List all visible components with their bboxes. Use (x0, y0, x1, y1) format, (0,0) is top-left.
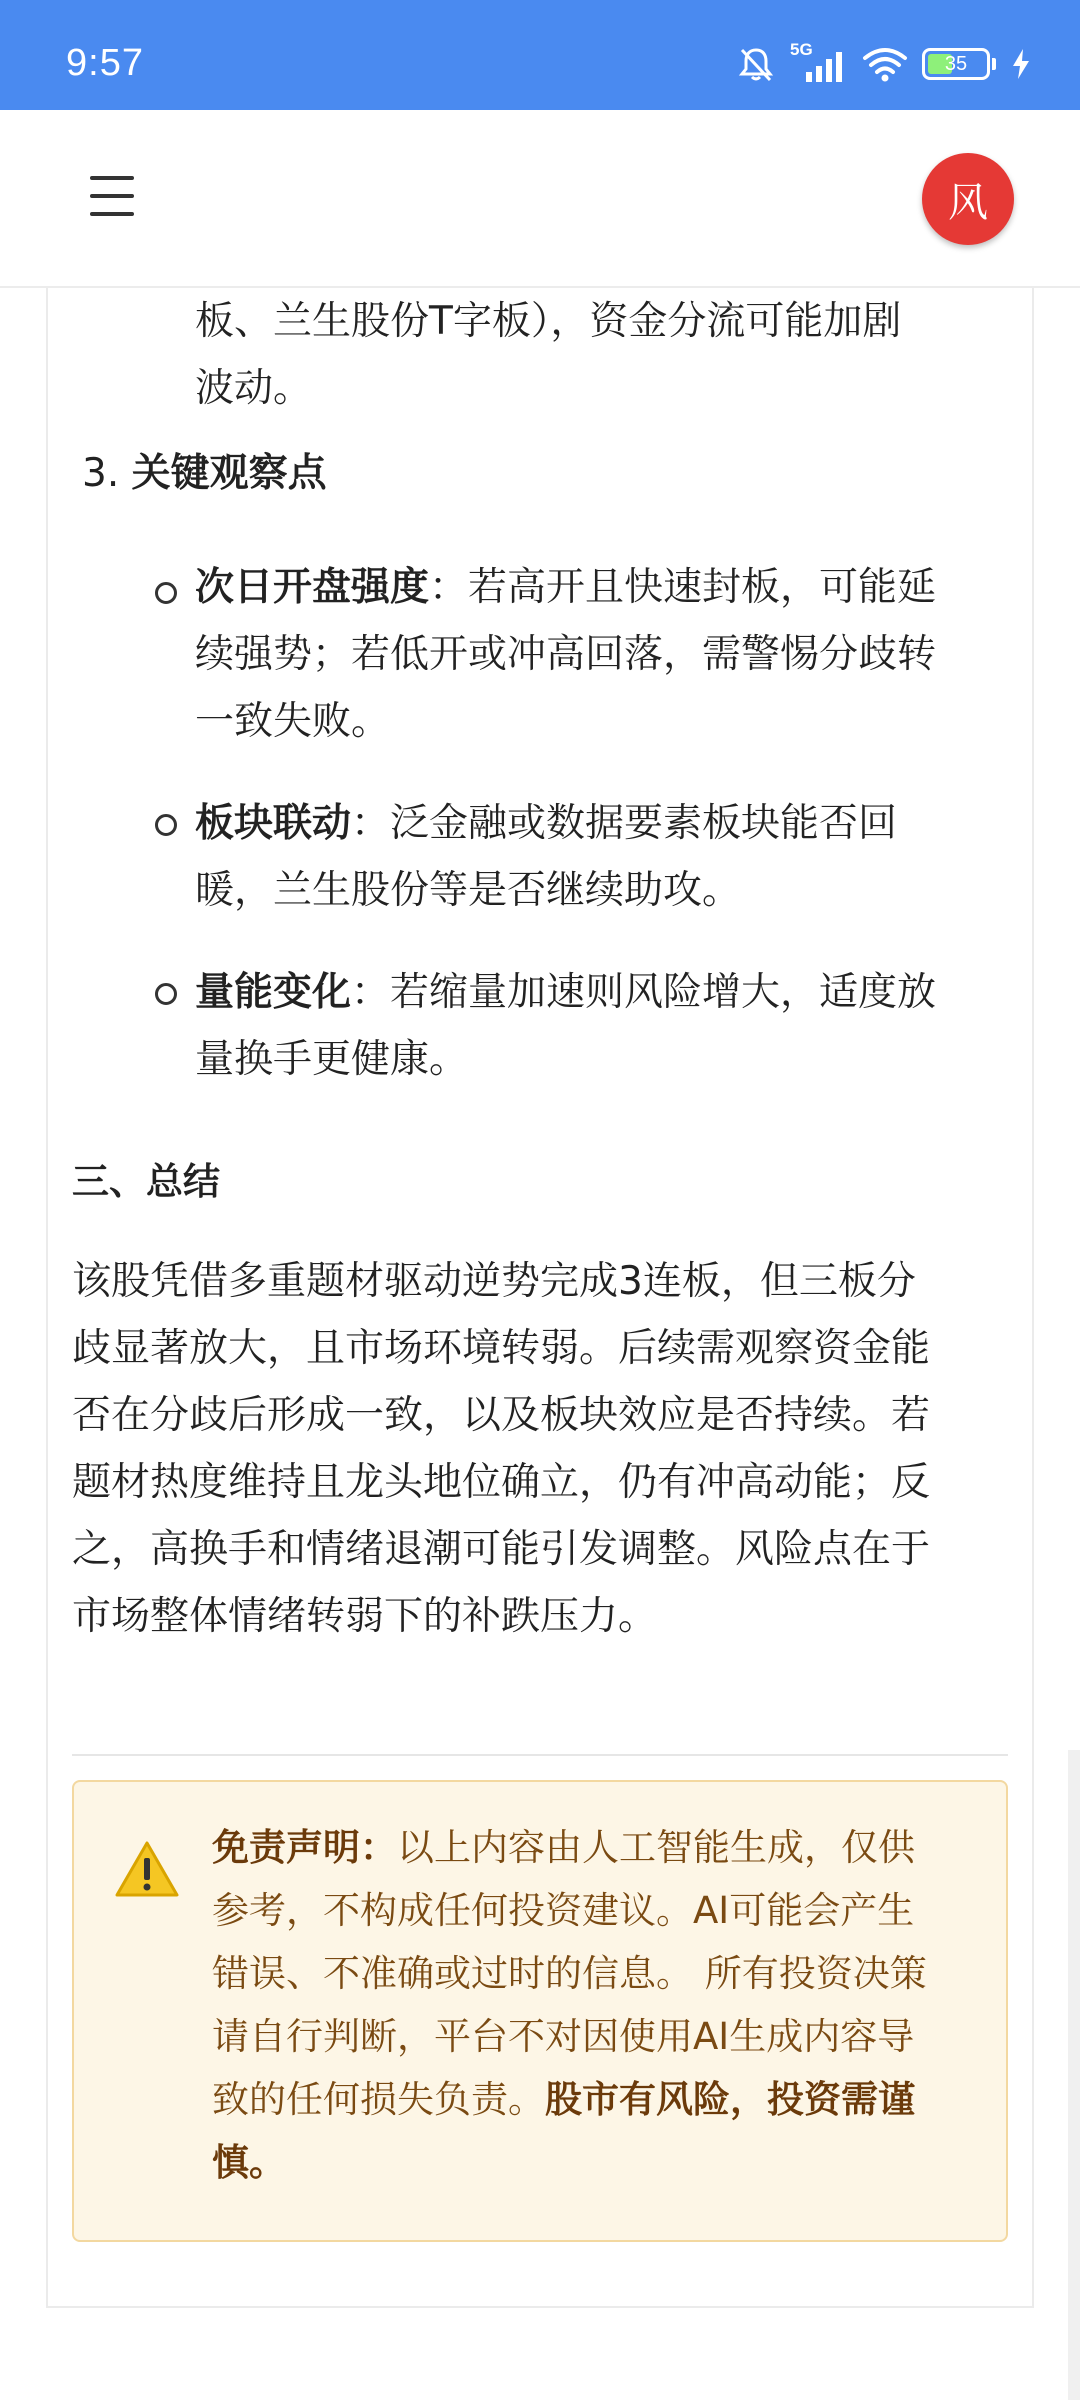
summary-line: 市场整体情绪转弱下的补跌压力。 (72, 1594, 658, 1639)
list-item-title: 板块联动 (195, 801, 352, 846)
status-time: 9:57 (66, 42, 144, 84)
list-item-line (195, 554, 936, 621)
list-item-line: 量换手更健康。 (195, 1037, 469, 1082)
list-item-line: 一致失败。 (195, 699, 391, 744)
list-item-line (195, 790, 897, 857)
list-item-text: ：泛金融或数据要素板块能否回 (351, 801, 898, 846)
menu-icon-bar (90, 212, 134, 216)
menu-icon-bar (90, 176, 134, 180)
disclaimer-text (212, 1816, 982, 2194)
summary-line: 否在分歧后形成一致，以及板块效应是否持续。若 (72, 1393, 931, 1438)
charging-bolt-icon (1010, 47, 1032, 81)
disclaimer-line: 参考，不构成任何投资建议。AI可能会产生 (212, 1889, 915, 1932)
avatar[interactable]: 风 (922, 153, 1014, 245)
disclaimer-line (212, 1816, 982, 1879)
list-item-title: 量能变化 (195, 970, 352, 1015)
bullet-icon (155, 582, 177, 604)
disclaimer-box (72, 1780, 1008, 2242)
continued-text-line: 波动。 (195, 366, 313, 411)
summary-line: 该股凭借多重题材驱动逆势完成3连板，但三板分 (72, 1259, 916, 1304)
divider (72, 1754, 1008, 1756)
status-bar (0, 0, 1080, 110)
battery-icon (922, 48, 990, 80)
section-title: 关键观察点 (131, 451, 327, 496)
menu-icon-bar (90, 194, 134, 198)
disclaimer-line: 错误、不准确或过时的信息。 所有投资决策 (212, 1952, 927, 1995)
summary-line: 题材热度维持且龙头地位确立，仍有冲高动能；反 (72, 1460, 931, 1505)
summary-line: 之，高换手和情绪退潮可能引发调整。风险点在于 (72, 1527, 931, 1572)
warning-icon (114, 1840, 180, 1898)
list-item-line: 续强势；若低开或冲高回落，需警惕分歧转 (195, 632, 937, 677)
battery-level: 35 (944, 52, 968, 75)
list-item-title: 次日开盘强度 (195, 565, 430, 610)
scrollbar[interactable] (1068, 1750, 1080, 2400)
disclaimer-label: 免责声明： (212, 1826, 397, 1869)
section-3-heading (82, 448, 327, 500)
disclaimer-line: 请自行判断，平台不对因使用AI生成内容导 (212, 2015, 915, 2058)
menu-button[interactable] (90, 176, 134, 216)
disclaimer-line-text: 以上内容由人工智能生成，仅供 (397, 1826, 915, 1869)
summary-heading: 三、总结 (72, 1160, 220, 1203)
list-item-line: 暖，兰生股份等是否继续助攻。 (195, 868, 742, 913)
list-item-text: ：若缩量加速则风险增大，适度放 (351, 970, 937, 1015)
bullet-icon (155, 983, 177, 1005)
disclaimer-line (212, 2068, 982, 2131)
bell-muted-icon (736, 44, 776, 84)
signal-5g-icon (790, 40, 848, 84)
article-card (46, 288, 1034, 2308)
battery-tip (992, 58, 996, 70)
status-icons (736, 40, 1032, 84)
disclaimer-line (212, 2131, 982, 2194)
list-item-text: ：若高开且快速封板，可能延 (429, 565, 937, 610)
continued-text-line: 板、兰生股份T字板），资金分流可能加剧 (195, 299, 902, 344)
wifi-icon (862, 44, 908, 84)
section-number: 3. (82, 451, 120, 496)
disclaimer-risk-warning: 慎。 (212, 2141, 286, 2184)
bullet-icon (155, 814, 177, 836)
list-item-line (195, 959, 936, 1026)
disclaimer-line-text: 致的任何损失负责。 (212, 2078, 545, 2121)
disclaimer-risk-warning: 股市有风险，投资需谨 (545, 2078, 915, 2121)
summary-line: 歧显著放大，且市场环境转弱。后续需观察资金能 (72, 1326, 931, 1371)
network-type: 5G (790, 40, 813, 59)
app-header (0, 110, 1080, 288)
